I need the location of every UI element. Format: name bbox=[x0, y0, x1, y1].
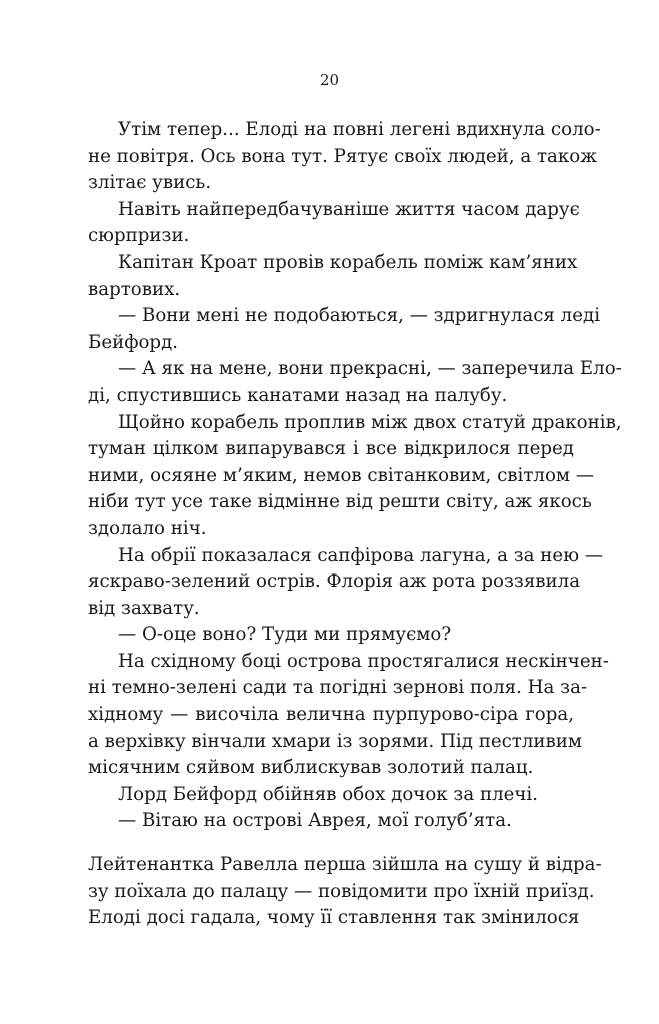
text-line: не повітря. Ось вона тут. Рятує своїх людей, а також bbox=[88, 145, 597, 167]
text-line: хідному — височіла велична пурпурово-сіра гора, bbox=[88, 704, 574, 726]
text-line: Елоді досі гадала, чому її ставлення так змінилося bbox=[88, 907, 580, 929]
text-line: — О-оце воно? Туди ми прямуємо? bbox=[118, 624, 452, 646]
text-line: ді, спустившись канатами назад на палубу. bbox=[88, 384, 508, 406]
text-line: ніби тут усе таке відмінне від решти світу, аж якось bbox=[88, 491, 592, 513]
text-line: яскраво-зелений острів. Флорія аж рота роззявила bbox=[88, 571, 581, 593]
text-line: Навіть найпередбачуваніше життя часом дарує bbox=[118, 198, 580, 220]
text-line: Лейтенантка Равелла перша зійшла на сушу й відра- bbox=[88, 854, 602, 875]
text-line: — Вітаю на острові Аврея, мої голуб’ята. bbox=[118, 810, 512, 832]
text-line: Капітан Кроат провів корабель поміж кам’яних bbox=[118, 251, 578, 273]
text-line: Лорд Бейфорд обійняв обох дочок за плечі. bbox=[118, 783, 539, 805]
text-line: Бейфорд. bbox=[88, 331, 179, 353]
text-line: зу поїхала до палацу — повідомити про їхній приїзд. bbox=[88, 880, 595, 902]
text-line: здолало ніч. bbox=[88, 517, 207, 539]
text-line: сюрпризи. bbox=[88, 225, 190, 247]
text-line: Щойно корабель проплив між двох статуй драконів, bbox=[118, 411, 622, 433]
text-line: місячним сяйвом виблискував золотий палац. bbox=[88, 757, 534, 779]
section-2-text bbox=[88, 852, 602, 932]
page-number: 20 bbox=[319, 71, 340, 89]
text-line: На східному боці острова простягалися нескінчен- bbox=[118, 650, 609, 672]
section-1-text bbox=[88, 117, 622, 835]
text-line: — А як на мене, вони прекрасні, — заперечила Ело- bbox=[118, 358, 622, 380]
text-line: злітає увись. bbox=[88, 172, 212, 194]
text-line: На обрії показалася сапфірова лагуна, а за нею — bbox=[118, 544, 603, 566]
text-line: ні темно-зелені сади та погідні зернові поля. На за- bbox=[88, 677, 588, 699]
text-line: а верхівку вінчали хмари із зорями. Під пестливим bbox=[88, 730, 583, 752]
text-line: вартових. bbox=[88, 278, 181, 300]
text-line: ними, осяяне м’яким, немов світанковим, світлом — bbox=[88, 464, 595, 486]
text-line: від захвату. bbox=[88, 597, 200, 619]
text-line: — Вони мені не подобаються, — здригнулася леді bbox=[118, 305, 601, 327]
text-line: туман цілком випарувався і все відкрилося перед bbox=[88, 438, 574, 460]
text-line: Утім тепер... Елоді на повні легені вдихнула соло- bbox=[118, 119, 601, 140]
